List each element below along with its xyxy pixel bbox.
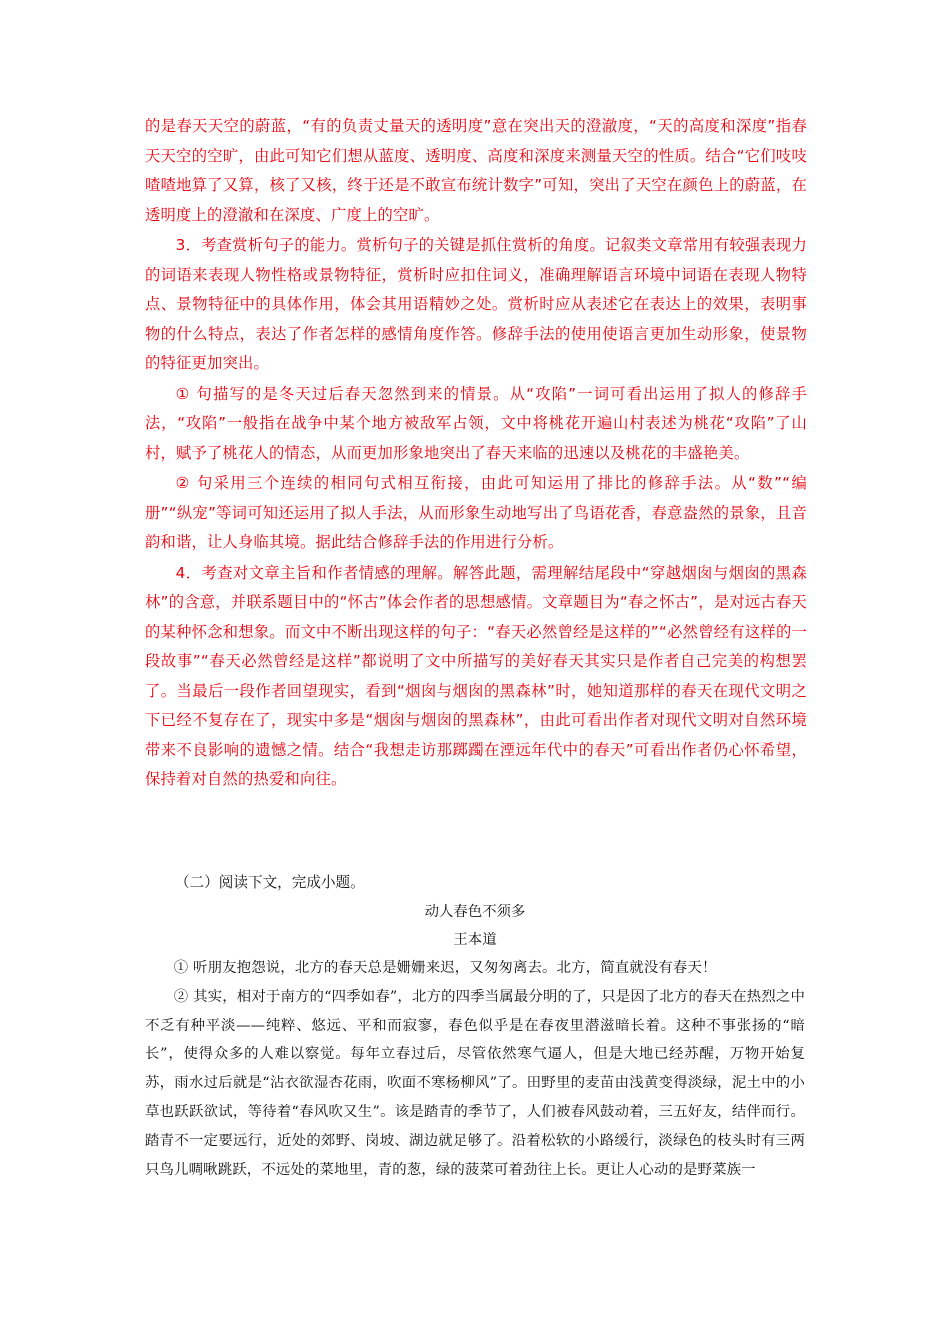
article-author: 王本道 [453, 932, 497, 948]
article-title: 动人春色不须多 [424, 904, 526, 920]
reading-section [145, 869, 805, 1184]
article-paragraph-1: ① 听朋友抱怨说，北方的春天总是姗姗来迟，又匆匆离去。北方，简直就没有春天！ [173, 960, 717, 976]
article-paragraph-2: ② 其实，相对于南方的“四季如春”，北方的四季当属最分明的了，只是因了北方的春天在热烈之中不乏有种平淡——纯粹、悠远、平和而寂寥，春色似乎是在春夜里潜滋暗长着。这种不事张扬的“暗长”，使得众多的人难以察觉。每年立春过后，尽管依然寒气逼人，但是大地已经苏醒，万物开始复苏，雨水过后就是“沾衣欲湿杏花雨，吹面不寒杨柳风”了。田野里的麦苗由浅黄变得淡绿，泥土中的小草也跃跃欲试，等待着“春风吹又生”。该是踏青的季节了，人们被春风鼓动着，三五好友，结伴而行。踏青不一定要远行，近处的郊野、岗坡、湖边就足够了。沿着松软的小路缓行，淡绿色的枝头时有三两只鸟儿啁啾跳跃，不远处的菜地里，青的葱，绿的菠菜可着劲往上长。更让人心动的是野菜族一 [145, 988, 805, 1178]
answer-paragraph-question-4: 4．考查对文章主旨和作者情感的理解。解答此题，需理解结尾段中“穿越烟囱与烟囱的黑森林”的含意，并联系题目中的“怀古”体会作者的思想感情。文章题目为“春之怀古”，是对远古春天的某种怀念和想象。而文中不断出现这样的句子：“春天必然曾经是这样的”“必然曾经有这样的一段故事”“春天必然曾经是这样”都说明了文中所描写的美好春天其实只是作者自己完美的构想罢了。当最后一段作者回望现实，看到“烟囱与烟囱的黑森林”时，她知道那样的春天在现代文明之下已经不复存在了，现实中多是“烟囱与烟囱的黑森林”，由此可看出作者对现代文明对自然环境带来不良影响的遗憾之情。结合“我想走访那踯躅在湮远年代中的春天”可看出作者仍心怀希望，保持着对自然的热爱和向往。 [145, 563, 807, 788]
answer-analysis-section [145, 112, 807, 795]
reading-section-heading: （二）阅读下文，完成小题。 [175, 874, 365, 891]
answer-paragraph-sentence-1: ① 句描写的是冬天过后春天忽然到来的情景。从“攻陷”一词可看出运用了拟人的修辞手法，“攻陷”一般指在战争中某个地方被敌军占领，文中将桃花开遍山村表述为桃花“攻陷”了山村，赋予了桃花人的情态，从而更加形象地突出了春天来临的迅速以及桃花的丰盛艳美。 [145, 384, 807, 462]
answer-paragraph-continuation: 的是春天天空的蔚蓝，“有的负责丈量天的透明度”意在突出天的澄澈度，“天的高度和深度”指春天天空的空旷，由此可知它们想从蓝度、透明度、高度和深度来测量天空的性质。结合“它们吱吱喳喳地算了又算，核了又核，终于还是不敢宣布统计数字”可知，突出了天空在颜色上的蔚蓝，在透明度上的澄澈和在深度、广度上的空旷。 [145, 117, 807, 224]
answer-paragraph-question-3: 3．考查赏析句子的能力。赏析句子的关键是抓住赏析的角度。记叙类文章常用有较强表现力的词语来表现人物性格或景物特征，赏析时应扣住词义，准确理解语言环境中词语在表现人物特点、景物特征中的具体作用，体会其用语精妙之处。赏析时应从表述它在表达上的效果，表明事物的什么特点，表达了作者怎样的感情角度作答。修辞手法的使用使语言更加生动形象，使景物的特征更加突出。 [145, 236, 807, 372]
answer-paragraph-sentence-2: ② 句采用三个连续的相同句式相互衔接，由此可知运用了排比的修辞手法。从“数”“编册”“纵宠”等词可知还运用了拟人手法，从而形象生动地写出了鸟语花香，春意盎然的景象，且音韵和谐，让人身临其境。据此结合修辞手法的作用进行分析。 [145, 474, 807, 551]
